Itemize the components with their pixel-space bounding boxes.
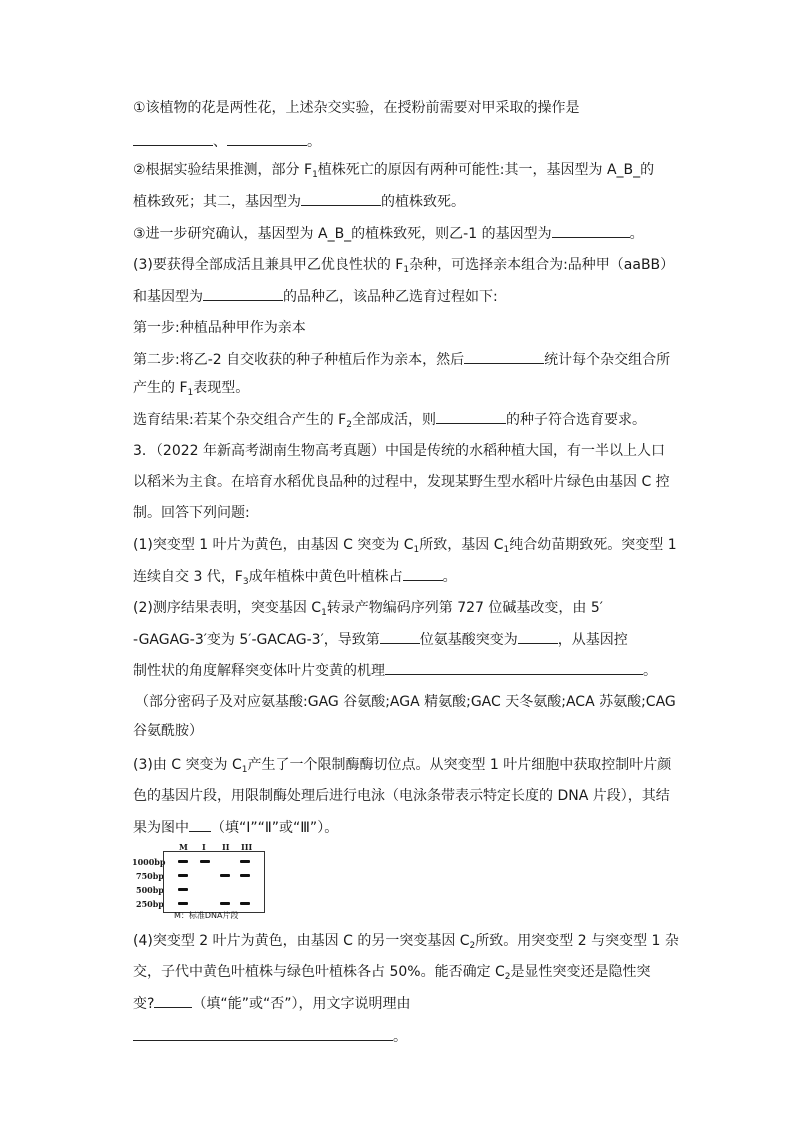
q3-sub4-cont: 交，子代中黄色叶植株与绿色叶植株各占 50%。能否确定 $C_2$是显性突变还是隐性突 <box>133 964 651 982</box>
size-label-500: 500bp <box>136 885 164 895</box>
lane-label-iii: III <box>241 842 253 852</box>
answer-blank[interactable] <box>518 629 558 644</box>
q3-sub3-cont: 色的基因片段，用限制酶处理后进行电泳（电泳条带表示特定长度的 DNA 片段），其结 <box>133 788 670 804</box>
codon-note-cont: 谷氨酰胺） <box>133 723 203 739</box>
gel-band-iii-250bp <box>240 902 250 905</box>
q3-intro-3: 制。回答下列问题: <box>133 505 250 521</box>
lane-label-ii: II <box>222 842 230 852</box>
q3-sub4-reason: 。 <box>133 1026 407 1047</box>
q2-part1-answers: 、 。 <box>133 131 321 152</box>
answer-blank[interactable] <box>133 1026 393 1041</box>
q2-part1 <box>133 98 580 118</box>
step-two-cont: 产生的 $F_1$表现型。 <box>133 380 250 398</box>
gel-electrophoresis-figure <box>132 842 272 922</box>
q3-sub3-cont2: 果为图中 （填“I”“Ⅱ”或“Ⅲ”）。 <box>133 817 338 838</box>
gel-band-iii-750bp <box>240 874 250 877</box>
q2-part1-text: ①该植物的花是两性花，上述杂交实验，在授粉前需要对甲采取的操作是 <box>133 100 580 116</box>
q3-sub2-mechanism: 制性状的角度解释突变体叶片变黄的机理 。 <box>133 660 657 681</box>
q3-intro-2: 以稻米为主食。在培育水稻优良品种的过程中，发现某野生型水稻叶片绿色由基因 C 控 <box>133 474 670 490</box>
q3-sub3: (3)由 C 突变为 $C_1$产生了一个限制酶酶切位点。从突变型 1 叶片细胞中获取控制叶片颜 <box>133 757 672 775</box>
answer-blank[interactable] <box>552 223 630 238</box>
q3-sub1: (1)突变型 1 叶片为黄色，由基因 C 突变为 $C_1$所致，基因 $C_1$纯合幼苗期致死。突变型 1 <box>133 537 677 555</box>
answer-blank[interactable] <box>301 191 381 206</box>
q3-sub4: (4)突变型 2 叶片为黄色，由基因 C 的另一突变基因 $C_2$所致。用突变型 2 与突变型 1 杂 <box>133 933 679 951</box>
q2-part4-cont: 和基因型为 的品种乙，该品种乙选育过程如下: <box>133 286 498 307</box>
q3-sub2-cont: -GAGAG-3′变为 5′-GACAG-3′，导致第 位氨基酸突变为 ，从基因控 <box>133 629 628 650</box>
q3-sub2: (2)测序结果表明，突变基因 $C_1$转录产物编码序列第 727 位碱基改变，由 5′ <box>133 600 603 618</box>
size-label-250: 250bp <box>136 899 164 909</box>
gel-band-m-250bp <box>178 902 188 905</box>
q2-part4: (3)要获得全部成活且兼具甲乙优良性状的 $F_1$杂种，可选择亲本组合为:品种甲（aaBB） <box>133 257 675 275</box>
answer-blank[interactable] <box>385 660 643 675</box>
answer-blank[interactable] <box>403 566 443 581</box>
size-label-1000: 1000bp <box>132 857 166 867</box>
q2-part2-cont: 植株致死；其二，基因型为 的植株致死。 <box>133 191 465 212</box>
gel-caption: M：标准DNA片段 <box>174 911 239 920</box>
gel-band-m-1000bp <box>178 860 188 863</box>
answer-blank[interactable] <box>380 629 420 644</box>
gel-band-m-500bp <box>178 888 188 891</box>
lane-label-m: M <box>179 842 188 852</box>
gel-band-ii-250bp <box>220 902 230 905</box>
answer-blank[interactable] <box>189 817 211 832</box>
q3-intro-1: 3．（2022 年新高考湖南生物高考真题）中国是传统的水稻种植大国，有一半以上人口 <box>133 443 665 459</box>
gel-band-ii-750bp <box>220 874 230 877</box>
gel-band-i-1000bp <box>200 860 210 863</box>
answer-blank[interactable] <box>133 131 213 146</box>
gel-band-m-750bp <box>178 874 188 877</box>
answer-blank[interactable] <box>203 286 283 301</box>
q3-sub1-cont: 连续自交 3 代，$F_3$成年植株中黄色叶植株占 。 <box>133 566 457 592</box>
lane-label-i: I <box>202 842 206 852</box>
size-label-750: 750bp <box>136 871 164 881</box>
selection-result: 选育结果:若某个杂交组合产生的 $F_2$全部成活，则 的种子符合选育要求。 <box>133 409 646 435</box>
q2-part3: ③进一步研究确认，基因型为 A_B_的植株致死，则乙-1 的基因型为 。 <box>133 223 644 244</box>
codon-note: （部分密码子及对应氨基酸:GAG 谷氨酸;AGA 精氨酸;GAC 天冬氨酸;ACA 苏氨酸;CAG <box>135 694 676 710</box>
step-two: 第二步:将乙-2 自交收获的种子种植后作为亲本，然后 统计每个杂交组合所 <box>133 349 670 370</box>
answer-blank[interactable] <box>154 993 192 1008</box>
gel-band-iii-1000bp <box>240 860 250 863</box>
step-one: 第一步:种植品种甲作为亲本 <box>133 320 306 336</box>
q3-sub4-cont2: 变? （填“能”或“否”），用文字说明理由 <box>133 993 410 1014</box>
answer-blank[interactable] <box>227 131 307 146</box>
answer-blank[interactable] <box>464 349 544 364</box>
q2-part2: ②根据实验结果推测，部分 $F_1$植株死亡的原因有两种可能性:其一，基因型为 A_B_的 <box>133 162 655 180</box>
answer-blank[interactable] <box>436 409 506 424</box>
